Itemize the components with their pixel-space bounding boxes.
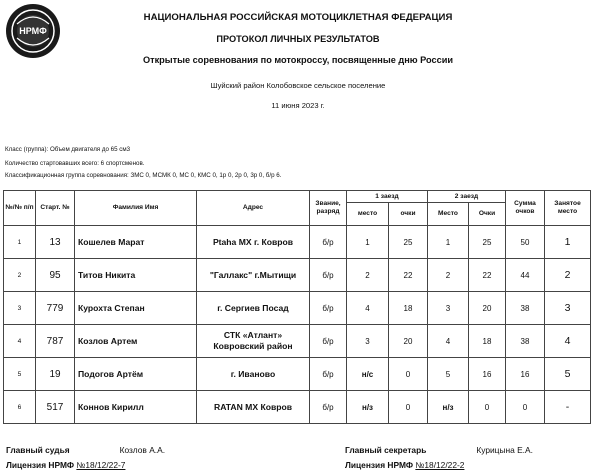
cell-address: СТК «Атлант» Ковровский район	[197, 325, 310, 358]
class-info: Класс (группа): Объем двигателя до 65 см3	[5, 146, 131, 153]
table-row	[4, 325, 591, 358]
cell-place: 4	[545, 325, 591, 358]
cell-r2-points: 25	[469, 226, 506, 259]
cell-sum: 16	[506, 358, 545, 391]
cell-name: Курохта Степан	[75, 292, 197, 325]
cell-r2-place: 5	[428, 358, 469, 391]
chief-judge-license	[6, 460, 125, 470]
cell-num: 2	[4, 259, 36, 292]
cell-place: 2	[545, 259, 591, 292]
cell-sum: 50	[506, 226, 545, 259]
cell-rank: б/р	[310, 391, 347, 424]
cell-num: 5	[4, 358, 36, 391]
cell-r1-points: 25	[389, 226, 428, 259]
cell-r1-place: 1	[347, 226, 389, 259]
event-date: 11 июня 2023 г.	[271, 101, 325, 110]
federation-logo	[4, 2, 62, 60]
event-location: Шуйский район Колобовское сельское поселение	[210, 81, 386, 90]
header-start: Старт. №	[36, 191, 75, 226]
cell-rank: б/р	[310, 259, 347, 292]
cell-r1-points: 0	[389, 358, 428, 391]
cell-r2-points: 18	[469, 325, 506, 358]
table-row	[4, 259, 591, 292]
header-r2-place: Место	[428, 203, 469, 226]
cell-r1-place: н/с	[347, 358, 389, 391]
cell-sum: 38	[506, 292, 545, 325]
cell-r1-place: 3	[347, 325, 389, 358]
header-race2: 2 заезд	[428, 191, 506, 203]
cell-name: Подогов Артём	[75, 358, 197, 391]
header-race1: 1 заезд	[347, 191, 428, 203]
header-address: Адрес	[197, 191, 310, 226]
cell-r1-points: 20	[389, 325, 428, 358]
table-row	[4, 292, 591, 325]
cell-address: г. Сергиев Посад	[197, 292, 310, 325]
cell-place: 3	[545, 292, 591, 325]
cell-address: "Галлакс" г.Мытищи	[197, 259, 310, 292]
federation-title: НАЦИОНАЛЬНАЯ РОССИЙСКАЯ МОТОЦИКЛЕТНАЯ ФЕДЕРАЦИЯ	[143, 12, 453, 23]
cell-rank: б/р	[310, 292, 347, 325]
chief-secretary-label: Главный секретарь	[345, 445, 427, 455]
cell-r2-place: 4	[428, 325, 469, 358]
secretary-license-label: Лицензия НРМФ	[345, 460, 416, 470]
cell-name: Козлов Артем	[75, 325, 197, 358]
cell-place: -	[545, 391, 591, 424]
header-r1-points: очки	[389, 203, 428, 226]
cell-address: Ptaha MX г. Ковров	[197, 226, 310, 259]
chief-judge	[6, 445, 165, 455]
header-rank: Звание, разряд	[310, 191, 347, 226]
cell-sum: 44	[506, 259, 545, 292]
cell-name: Коннов Кирилл	[75, 391, 197, 424]
header-sum: Сумма очков	[506, 191, 545, 226]
table-row	[4, 391, 591, 424]
header-r1-place: место	[347, 203, 389, 226]
cell-start: 779	[36, 292, 75, 325]
cell-r2-place: 1	[428, 226, 469, 259]
protocol-title: ПРОТОКОЛ ЛИЧНЫХ РЕЗУЛЬТАТОВ	[216, 34, 380, 44]
cell-num: 3	[4, 292, 36, 325]
cell-name: Титов Никита	[75, 259, 197, 292]
event-title: Открытые соревнования по мотокроссу, посвященные дню России	[142, 55, 454, 65]
cell-name: Кошелев Марат	[75, 226, 197, 259]
cell-sum: 0	[506, 391, 545, 424]
cell-rank: б/р	[310, 325, 347, 358]
logo-text: НРМФ	[19, 26, 47, 36]
judge-license-label: Лицензия НРМФ	[6, 460, 77, 470]
cell-r2-points: 16	[469, 358, 506, 391]
judge-license-number: №18/12/22-7	[76, 460, 126, 470]
cell-r1-points: 18	[389, 292, 428, 325]
cell-start: 19	[36, 358, 75, 391]
cell-start: 13	[36, 226, 75, 259]
cell-r2-place: 3	[428, 292, 469, 325]
cell-r2-points: 22	[469, 259, 506, 292]
cell-sum: 38	[506, 325, 545, 358]
qualification-info: Классификационная группа соревнования: ЗМС 0, МСМК 0, МС 0, КМС 0, 1р 0, 2р 0, 3р 0, б/р 6.	[5, 172, 282, 179]
starters-info: Количество стартовавших всего: 6 спортсменов.	[5, 160, 145, 167]
chief-judge-name: Козлов А.А.	[119, 445, 166, 455]
cell-r2-points: 0	[469, 391, 506, 424]
cell-r1-place: 2	[347, 259, 389, 292]
cell-num: 4	[4, 325, 36, 358]
cell-place: 1	[545, 226, 591, 259]
cell-start: 517	[36, 391, 75, 424]
table-row	[4, 358, 591, 391]
cell-start: 787	[36, 325, 75, 358]
results-table	[3, 190, 591, 424]
cell-r1-points: 0	[389, 391, 428, 424]
chief-secretary	[345, 445, 533, 455]
chief-secretary-name: Курицына Е.А.	[476, 445, 533, 455]
chief-judge-label: Главный судья	[6, 445, 70, 455]
cell-r2-points: 20	[469, 292, 506, 325]
cell-address: RATAN MX Ковров	[197, 391, 310, 424]
cell-num: 1	[4, 226, 36, 259]
header-place: Занятое место	[545, 191, 591, 226]
cell-address: г. Иваново	[197, 358, 310, 391]
table-row	[4, 226, 591, 259]
header-r2-points: Очки	[469, 203, 506, 226]
cell-rank: б/р	[310, 226, 347, 259]
cell-start: 95	[36, 259, 75, 292]
cell-place: 5	[545, 358, 591, 391]
cell-num: 6	[4, 391, 36, 424]
cell-r1-place: н/з	[347, 391, 389, 424]
secretary-license-number: №18/12/22-2	[415, 460, 465, 470]
cell-rank: б/р	[310, 358, 347, 391]
cell-r1-points: 22	[389, 259, 428, 292]
cell-r2-place: н/з	[428, 391, 469, 424]
header-name: Фамилия Имя	[75, 191, 197, 226]
cell-r2-place: 2	[428, 259, 469, 292]
cell-r1-place: 4	[347, 292, 389, 325]
chief-secretary-license	[345, 460, 464, 470]
header-num: №/№ п/п	[4, 191, 36, 226]
